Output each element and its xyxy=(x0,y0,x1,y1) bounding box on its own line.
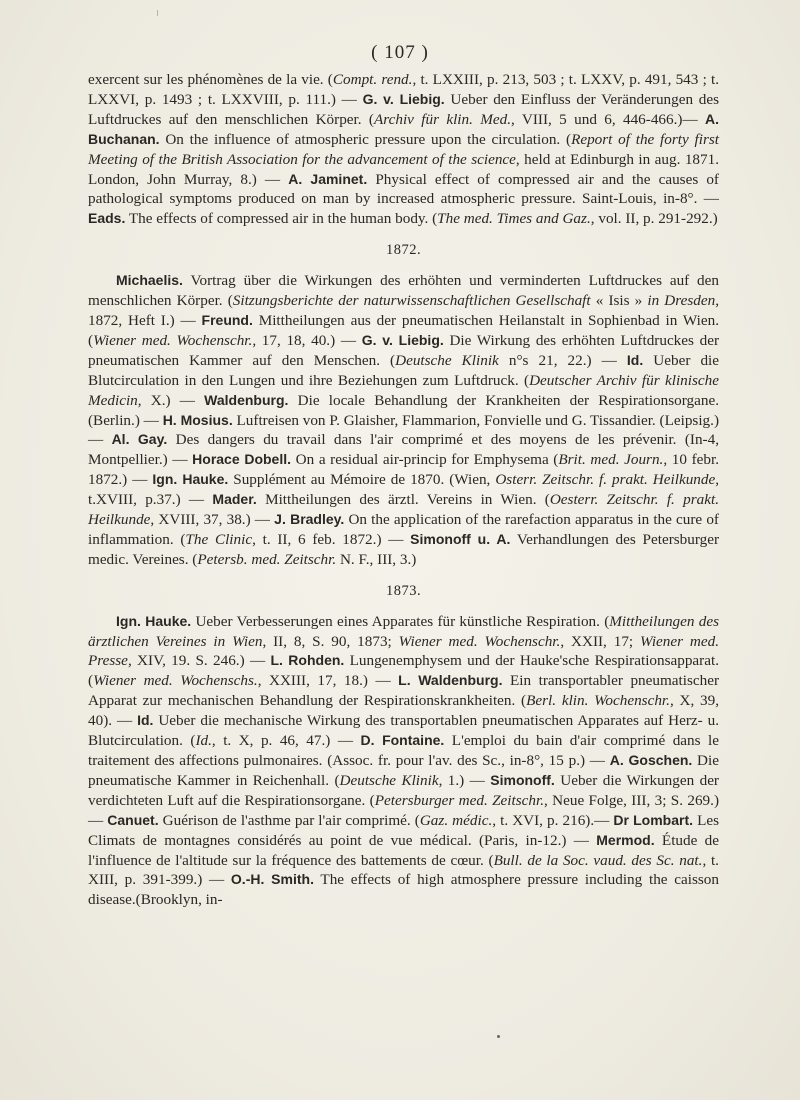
author-name: Dr Lombart. xyxy=(613,811,693,828)
publication-title: Petersburger med. Zeitschr. xyxy=(374,791,545,809)
citation-text: , XVIII, 37, 38.) — xyxy=(150,511,275,529)
paragraph-1872 xyxy=(88,271,719,570)
publication-title: Archiv für klin. Med. xyxy=(373,110,512,128)
citation-text: Guérison de l'asthme par l'air comprimé. ( xyxy=(158,811,420,829)
author-name: Al. Gay. xyxy=(111,431,168,448)
publication-title: Oesterr. Zeitschr. f. prakt. Heilkunde xyxy=(88,491,719,529)
citation-text: n°s 21, 22.) — xyxy=(498,351,627,369)
citation-text: Étude de l'influence de l'altitude sur la fréquence des battements de cœur. ( xyxy=(88,831,719,869)
page-number: ( 107 ) xyxy=(371,42,429,63)
citation-text: , t. XVI, p. 216).— xyxy=(492,811,614,829)
author-name: D. Fontaine. xyxy=(360,732,445,749)
author-name: Waldenburg. xyxy=(204,391,289,408)
citation-text: Ein transportabler pneumatischer Apparat zur mechanischen Behandlung der Respirationskrankheiten. ( xyxy=(88,672,720,710)
author-name: Simonoff. xyxy=(490,771,555,788)
author-name: H. Mosius. xyxy=(162,411,233,428)
citation-text: exercent sur les phénomènes de la vie. ( xyxy=(88,71,333,88)
author-name: Id. xyxy=(137,712,154,729)
paragraph-continued xyxy=(88,70,719,229)
citation-text: On a residual air-princip for Emphysema ( xyxy=(291,451,559,469)
citation-text: L'emploi du bain d'air comprimé dans le traitement des affections pulmonaires. (Assoc. fr. pour l'av. des Sc., in-8°, 15 p.) — xyxy=(88,732,719,769)
margin-mark xyxy=(157,10,158,16)
citation-text: , X.) — xyxy=(137,391,205,409)
author-name: Freund. xyxy=(201,311,253,328)
author-name: Horace Dobell. xyxy=(192,451,292,468)
author-name: Michaelis. xyxy=(116,272,183,289)
author-name: Canuet. xyxy=(107,811,159,828)
publication-title: Sitzungsberichte der naturwissenschaftlichen Gesellschaft xyxy=(232,292,591,310)
author-name: Ign. Hauke. xyxy=(116,612,192,629)
citation-text: Die locale Behandlung der Krankheiten der Respirationsorgane. (Berlin.) — xyxy=(88,391,720,429)
citation-text: , X, 39, 40). — xyxy=(88,692,719,730)
citation-text: , XXII, 17; xyxy=(560,632,641,650)
citation-text: « Isis » xyxy=(590,292,648,310)
author-name: A. Buchanan. xyxy=(88,110,720,147)
publication-title: The med. Times and Gaz. xyxy=(437,210,591,228)
citation-text: Ueber die Blutcirculation in den Lungen und ihre Beziehungen zum Luftdruck. ( xyxy=(88,351,720,389)
citation-text: , VIII, 5 und 6, 446-466.)— xyxy=(511,110,706,128)
citation-text: The effects of high atmosphere pressure including the caisson disease.(Brooklyn, in- xyxy=(88,871,719,909)
citation-text: Vortrag über die Wirkungen des erhöhten und verminderten Luftdruckes auf den menschlichen Körper. ( xyxy=(88,272,719,310)
publication-title: Wiener med. Wochenschr. xyxy=(93,331,253,349)
paragraph-1873 xyxy=(88,612,719,911)
citation-text: Luftreisen von P. Glaisher, Flammarion, Fonvielle und G. Tissandier. (Leipsig.) — xyxy=(88,411,720,449)
author-name: L. Waldenburg. xyxy=(398,672,503,689)
publication-title: The Clinic xyxy=(185,530,253,548)
publication-title: Bull. de la Soc. vaud. des Sc. nat. xyxy=(493,851,703,869)
citation-text: The effects of compressed air in the human body. ( xyxy=(125,210,438,228)
author-name: Eads. xyxy=(88,210,126,227)
citation-text: , t. LXXIII, p. 213, 503 ; t. LXXV, p. 491, 543 ; t. LXXVI, p. 1493 ; t. LXXVIII, p. 111.) — xyxy=(88,71,720,108)
author-name: Mader. xyxy=(212,491,257,508)
citation-text: Mittheilungen des ärztl. Vereins in Wien. ( xyxy=(256,491,550,509)
publication-title: Compt. rend. xyxy=(332,71,413,88)
author-name: L. Rohden. xyxy=(270,652,345,669)
citation-text: Les Climats de montagnes considérés au point de vue médical. (Paris, in-12.) — xyxy=(88,811,719,849)
publication-title: in Dresden xyxy=(647,292,716,310)
author-name: Simonoff u. A. xyxy=(410,530,511,547)
publication-title: Gaz. médic. xyxy=(419,811,493,829)
citation-text: , II, 8, S. 90, 1873; xyxy=(262,632,399,650)
citation-text: , held at Edinburgh in aug. 1871. London, John Murray, 8.) — xyxy=(88,150,719,188)
citation-text: Verhandlungen des Petersburger medic. Vereines. ( xyxy=(88,530,720,568)
citation-text: , 1872, Heft I.) — xyxy=(88,292,719,329)
ink-speck xyxy=(497,1035,500,1038)
author-name: A. Jaminet. xyxy=(288,170,368,187)
author-name: Mermod. xyxy=(596,831,655,848)
citation-text: Supplément au Mémoire de 1870. (Wien, xyxy=(228,471,496,489)
citation-text: Die pneumatische Kammer in Reichenhall. ( xyxy=(88,752,719,789)
publication-title: Deutsche Klinik xyxy=(339,771,439,789)
citation-text: , Neue Folge, III, 3; S. 269.) — xyxy=(88,791,720,829)
citation-text: N. F., III, 3.) xyxy=(336,550,417,568)
citation-text: , t. XIII, p. 391-399.) — xyxy=(88,851,719,889)
citation-text: , 10 febr. 1872.) — xyxy=(88,451,719,489)
citation-text: , t. X, p. 46, 47.) — xyxy=(211,732,361,750)
year-heading-1872: 1872. xyxy=(385,242,422,259)
citation-text: Ueber den Einfluss der Veränderungen des Luftdruckes auf den menschlichen Körper. ( xyxy=(88,90,719,128)
citation-text: Ueber die mechanische Wirkung des transportablen pneumatischen Apparates auf Herz- u. Blutcirculation. ( xyxy=(88,712,720,750)
author-name: Id. xyxy=(626,351,644,368)
citation-text: Ueber Verbesserungen eines Apparates für künstliche Respiration. ( xyxy=(191,612,610,630)
publication-title: Deutscher Archiv für klinische Medicin xyxy=(88,371,719,409)
author-name: J. Bradley. xyxy=(274,511,345,528)
citation-text: , t.XVIII, p.37.) — xyxy=(88,471,720,509)
publication-title: Wiener med. Wochenschs. xyxy=(93,672,258,690)
citation-text: Mittheilungen aus der pneumatischen Heilanstalt in Sophienbad in Wien. ( xyxy=(88,311,719,349)
citation-text: On the application of the rarefaction apparatus in the cure of inflammation. ( xyxy=(88,511,719,548)
citation-text: Physical effect of compressed air and the causes of pathological symptoms produced on man by increased atmospheric pressure. Saint-Louis, in-8°. — xyxy=(88,170,719,208)
publication-title: Osterr. Zeitschr. f. prakt. Heilkunde xyxy=(495,471,716,489)
page-body xyxy=(88,70,719,910)
citation-text: Des dangers du travail dans l'air comprimé et des moyens de les prévenir. (In-4, Montpellier.) — xyxy=(88,431,720,469)
citation-text: Lungenemphysem und der Hauke'sche Respirationsapparat. ( xyxy=(88,652,719,690)
publication-title: Id. xyxy=(195,732,212,750)
citation-text: Ueber die Wirkungen der verdichteten Luft auf die Respirationsorgane. ( xyxy=(88,771,719,809)
publication-title: Berl. klin. Wochenschr. xyxy=(526,692,670,710)
publication-title: Report of the forty first Meeting of the British Association for the advancement of the science xyxy=(88,130,719,168)
citation-text: , vol. II, p. 291-292.) xyxy=(590,210,718,228)
publication-title: Petersb. med. Zeitschr. xyxy=(197,550,337,568)
publication-title: Brit. med. Journ. xyxy=(558,451,664,469)
author-name: O.-H. Smith. xyxy=(230,871,314,888)
publication-title: Wiener med. Wochenschr. xyxy=(398,632,561,650)
author-name: Ign. Hauke. xyxy=(152,471,229,488)
publication-title: Wiener med. Presse xyxy=(88,632,720,670)
citation-text: On the influence of atmospheric pressure upon the circulation. ( xyxy=(159,130,572,148)
year-heading-1873: 1873. xyxy=(385,582,422,599)
citation-text: , XXIII, 17, 18.) — xyxy=(257,672,399,690)
publication-title: Deutsche Klinik xyxy=(395,351,499,369)
author-name: A. Goschen. xyxy=(609,752,693,768)
citation-text: , t. II, 6 feb. 1872.) — xyxy=(252,530,411,548)
author-name: G. v. Liebig. xyxy=(362,90,445,107)
citation-text: , 1.) — xyxy=(438,771,491,789)
citation-text: , 17, 18, 40.) — xyxy=(252,331,362,349)
citation-text: , XIV, 19. S. 246.) — xyxy=(127,652,271,670)
publication-title: Mittheilungen des ärztlichen Vereines in Wien xyxy=(88,612,719,650)
author-name: G. v. Liebig. xyxy=(361,331,444,348)
citation-text: Die Wirkung des erhöhten Luftdruckes der pneumatischen Kammer auf den Menschen. ( xyxy=(88,331,719,369)
